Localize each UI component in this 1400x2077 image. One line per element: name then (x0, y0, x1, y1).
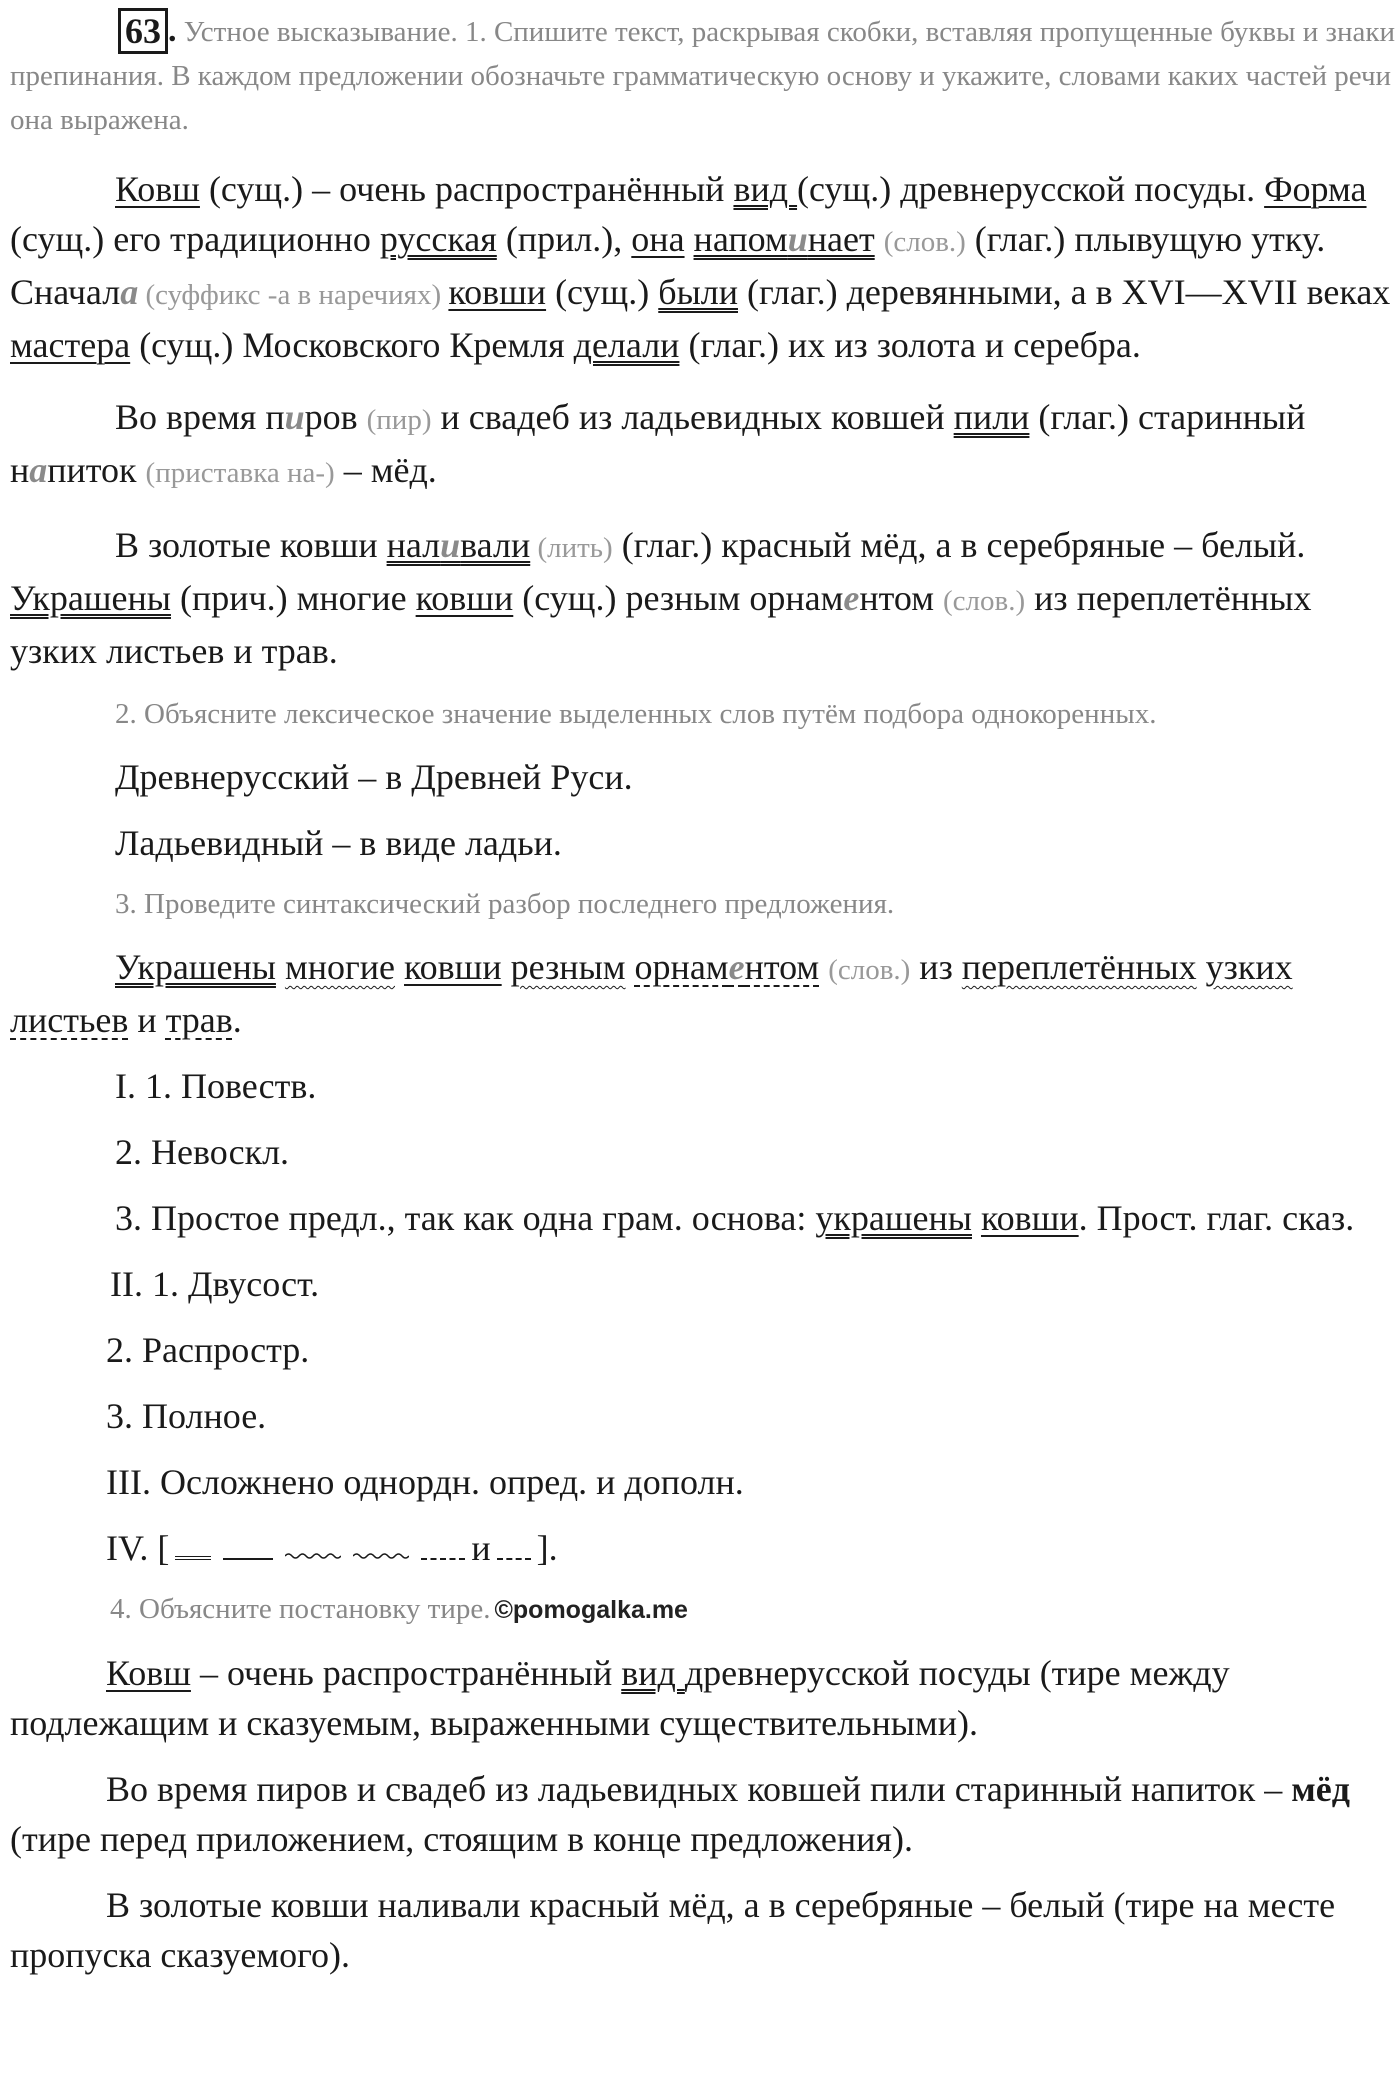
note: (слов.) (883, 226, 966, 258)
inserted-letter: е (843, 578, 860, 618)
dash-explanation-2 (10, 1764, 1395, 1864)
text: ров (304, 397, 367, 437)
scheme-object-line (497, 1536, 531, 1560)
textbook-page (10, 0, 1395, 1980)
word-predicate: украшены (815, 1198, 972, 1238)
word-subject: ковши (448, 272, 547, 312)
task-2-text: 2. Объясните лексическое значение выделенных слов путём подбора однокоренных. (115, 698, 1157, 730)
parsed-sentence (10, 942, 1395, 1045)
paragraph-1 (10, 164, 1395, 370)
word-subject: Ковш (115, 169, 200, 209)
analysis-line-3 (10, 1193, 1395, 1243)
text: (глаг.) их из золота и серебра. (679, 325, 1141, 365)
exercise-number-dot: . (168, 12, 177, 49)
inserted-letter: и (284, 397, 305, 437)
inserted-letter: а (120, 272, 139, 312)
text: (глаг.) деревянными, а в XVI—XVII веках (738, 272, 1391, 312)
paragraph-3 (10, 520, 1395, 676)
text: (тире перед приложением, стоящим в конце предложения). (10, 1819, 913, 1859)
text: (сущ.) Московского Кремля (130, 325, 574, 365)
word-attribute: переплетённых (961, 947, 1197, 987)
text: (сущ.) его традиционно (10, 219, 380, 259)
inserted-letter: и (440, 525, 461, 565)
note: (пир) (366, 404, 432, 436)
exercise-number: 63 (118, 8, 168, 54)
text: В золотые ковши (115, 525, 387, 565)
text: IV. [ (106, 1528, 170, 1568)
word-predicate: делали (573, 325, 680, 365)
word-object: листьев (10, 1000, 129, 1040)
text: 3. Простое предл., так как одна грам. основа: (115, 1198, 816, 1238)
text: из переплетённых узких листьев и трав. (10, 578, 1312, 671)
word-predicate: были (658, 272, 738, 312)
scheme-predicate-line (175, 1534, 211, 1560)
inserted-letter: и (787, 219, 808, 259)
text: . Прост. глаг. сказ. (1078, 1198, 1355, 1238)
note: (суффикс -а в наречиях) (138, 279, 449, 311)
word-predicate: вид (621, 1653, 685, 1693)
word-attribute: многие (284, 947, 396, 987)
text: нает (807, 219, 875, 259)
text: (сущ.) – очень распространённый (199, 169, 734, 209)
word-subject: ковши (404, 947, 502, 987)
task-3-text: 3. Проведите синтаксический разбор последнего предложения. (115, 888, 895, 920)
analysis-line-5: 2. Распростр. (106, 1330, 310, 1370)
text: орнам (634, 947, 729, 987)
word-attribute: резным (510, 947, 626, 987)
text: питок (47, 450, 146, 490)
text: (прил.), (496, 219, 632, 259)
text: Во время п (115, 397, 285, 437)
word-attribute: узких (1205, 947, 1293, 987)
word-subject: ковши (980, 1198, 1079, 1238)
task-1-text: Устное высказывание. 1. Спишите текст, раскрывая скобки, вставляя пропущенные буквы и знаки препинания. В каждом предложении обозначьте грамматическую основу и укажите, словами каких частей речи она выражена. (10, 16, 1395, 136)
note: (слов.) (828, 954, 911, 986)
word-subject: Ковш (106, 1653, 191, 1693)
analysis-line-2: 2. Невоскл. (115, 1132, 290, 1172)
sentence-scheme (10, 1523, 1395, 1573)
word-predicate: Украшены (115, 947, 276, 987)
note: (слов.) (943, 585, 1026, 617)
text: нтом (744, 947, 820, 987)
scheme-attribute-line (285, 1538, 341, 1560)
note: (лить) (530, 532, 613, 564)
analysis-line-1: I. 1. Повеств. (115, 1066, 317, 1106)
text: – мёд. (334, 450, 437, 490)
text (685, 219, 694, 259)
definition-2: Ладьевидный – в виде ладьи. (115, 823, 562, 863)
analysis-line-6: 3. Полное. (106, 1396, 267, 1436)
text: (глаг.) старинный н (10, 397, 1306, 490)
text: Во время пиров и свадеб из ладьевидных ковшей пили старинный напиток – (106, 1769, 1292, 1809)
word-object: трав (165, 1000, 233, 1040)
watermark-logo: ©pomogalka.me (494, 1596, 688, 1624)
text: нтом (859, 578, 943, 618)
word-subject: мастера (10, 325, 131, 365)
text: (сущ.) древнерусской посуды. (797, 169, 1265, 209)
scheme-attribute-line (353, 1538, 409, 1560)
text: (сущ.) (546, 272, 659, 312)
text: (прич.) многие (170, 578, 416, 618)
text: нал (386, 525, 441, 565)
definition-1: Древнерусский – в Древней Руси. (115, 757, 633, 797)
text: – очень распространённый (190, 1653, 622, 1693)
analysis-line-7: III. Осложнено однордн. опред. и дополн. (106, 1462, 744, 1502)
word-predicate: вид (733, 169, 798, 209)
word-predicate: Украшены (10, 578, 171, 618)
note: (приставка на-) (145, 457, 335, 489)
dash-explanation-1 (10, 1648, 1395, 1748)
text: и (471, 1528, 491, 1568)
word-subject: Форма (1264, 169, 1367, 209)
text: и (137, 1000, 157, 1040)
word-predicate (694, 219, 875, 259)
text: (глаг.) плывущую утку. Сначал (10, 219, 1326, 312)
inserted-letter: а (29, 450, 48, 490)
word-predicate: русская (379, 219, 497, 259)
text: из (919, 947, 953, 987)
text: и свадеб из ладьевидных ковшей (431, 397, 954, 437)
text: (глаг.) красный мёд, а в серебряные – белый. (612, 525, 1306, 565)
word-predicate: пили (953, 397, 1030, 437)
paragraph-2 (10, 392, 1395, 498)
word-subject: ковши (415, 578, 514, 618)
text: напом (693, 219, 788, 259)
dash-explanation-3: В золотые ковши наливали красный мёд, а в серебряные – белый (тире на месте пропуска сказуемого). (10, 1885, 1336, 1975)
task-4-row (10, 1587, 1395, 1632)
scheme-subject-line (223, 1536, 273, 1560)
text: ]. (536, 1528, 558, 1568)
task-4-text: 4. Объясните постановку тире. (110, 1593, 491, 1625)
text: древнерусской посуды (тире между подлежащим и сказуемым, выраженными существительными). (10, 1653, 1230, 1743)
word-subject: она (631, 219, 685, 259)
scheme-object-line (421, 1536, 465, 1560)
text: . (232, 1000, 242, 1040)
text: (сущ.) резным орнам (513, 578, 844, 618)
word-predicate (387, 525, 531, 565)
word-object (635, 947, 820, 987)
analysis-line-4: II. 1. Двусост. (110, 1264, 320, 1304)
bold-word: мёд (1291, 1769, 1350, 1809)
inserted-letter: е (728, 947, 745, 987)
exercise-header (10, 0, 1395, 142)
text: вали (460, 525, 531, 565)
